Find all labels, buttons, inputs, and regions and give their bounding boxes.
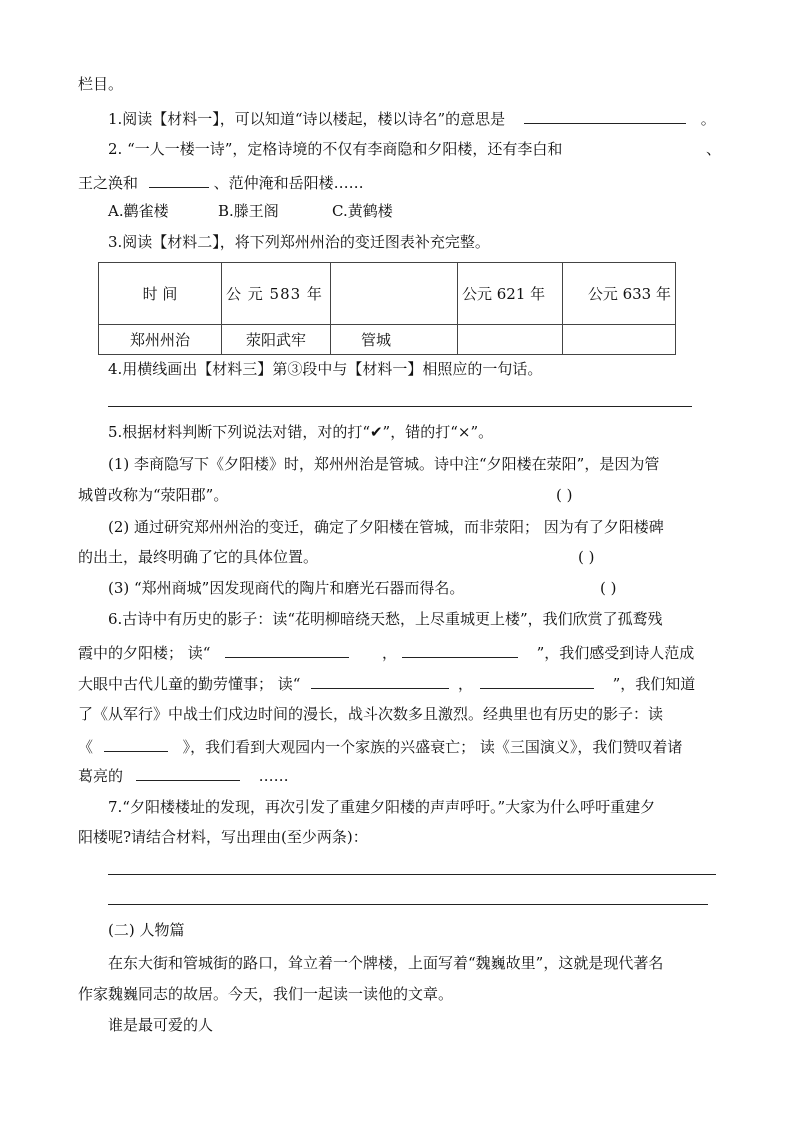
table-cell-empty[interactable]	[458, 325, 563, 355]
q6-text-e2: 》，我们看到大观园内一个家族的兴盛衰亡； 读《三国演义》，我们赞叹着诸	[182, 738, 683, 756]
q5-item-2-line2: 的出土，最终明确了它的具体位置。	[78, 548, 319, 566]
q6-text-b2: ，	[382, 644, 398, 662]
q6-text-f1: 葛亮的	[78, 767, 124, 785]
q6-text-b3: ”，我们感受到诗人范成	[536, 644, 695, 662]
q6-text-c1: 大眼中古代儿童的勤劳懂事； 读“	[78, 675, 301, 693]
question-2-text-b2: 、范仲淹和岳阳楼……	[213, 174, 364, 192]
answer-blank-q6-5[interactable]	[104, 735, 168, 752]
q5-item-2-line1: (2) 通过研究郑州州治的变迁，确定了夕阳楼在管城，而非荥阳； 因为有了夕阳楼碑	[108, 518, 664, 536]
question-6-line3	[78, 672, 695, 694]
question-7-line2: 阳楼呢?请结合材料，写出理由(至少两条)：	[78, 828, 368, 846]
question-4: 4.用横线画出【材料三】第③段中与【材料一】相照应的一句话。	[108, 360, 543, 378]
answer-line-q7-2[interactable]	[108, 904, 708, 905]
article-title: 谁是最可爱的人	[108, 1016, 214, 1034]
table-cell: 公元 633 年	[563, 263, 676, 325]
option-b: B.滕王阁	[218, 202, 279, 220]
question-2-line1	[108, 139, 562, 159]
paragraph-line1: 在东大街和管城街的路口，耸立着一个牌楼，上面写着“魏巍故里”，这就是现代著名	[108, 954, 664, 972]
q5-item-3-answer[interactable]: ( )	[600, 579, 617, 597]
question-1-text: 1.阅读【材料一】，可以知道“诗以楼起，楼以诗名”的意思是	[108, 110, 506, 128]
question-2-text: 2. “一人一楼一诗”，定格诗境的不仅有李商隐和夕阳楼，还有李白和	[108, 140, 563, 158]
q6-text-c2: ，	[458, 675, 474, 693]
table-cell-empty[interactable]	[331, 263, 458, 325]
question-1-end: 。	[700, 110, 716, 128]
q6-text-b1: 霞中的夕阳楼； 读“	[78, 644, 211, 662]
question-2-line2	[78, 171, 364, 193]
q5-item-2-answer[interactable]: ( )	[578, 548, 595, 566]
question-6-line5	[78, 735, 682, 757]
table-cell-empty[interactable]	[563, 325, 676, 355]
question-2-comma: 、	[706, 140, 722, 158]
question-6-line4: 了《从军行》中战士们戍边时间的漫长，战斗次数多且激烈。经典里也有历史的影子：读	[78, 705, 664, 723]
answer-line-q4[interactable]	[108, 406, 692, 407]
q6-text-e1: 《	[78, 738, 94, 756]
table-cell: 荥阳武牢	[222, 325, 331, 355]
q5-item-3: (3) “郑州商城”因发现商代的陶片和磨光石器而得名。	[108, 579, 465, 597]
answer-blank-q6-6[interactable]	[136, 764, 240, 781]
section-heading: (二) 人物篇	[108, 921, 185, 939]
table-cell: 时 间	[99, 263, 222, 325]
option-a: A.鹳雀楼	[108, 202, 169, 220]
paragraph-line2: 作家魏巍同志的故居。今天，我们一起读一读他的文章。	[78, 985, 454, 1003]
question-5: 5.根据材料判断下列说法对错，对的打“✔”，错的打“×”。	[108, 423, 494, 441]
table-row	[99, 263, 676, 325]
year-583: 公 元 583 年	[226, 284, 323, 303]
answer-blank-q2[interactable]	[149, 171, 209, 188]
option-c: C.黄鹤楼	[332, 202, 393, 220]
question-6-line6	[78, 764, 289, 786]
answer-blank-q6-2[interactable]	[402, 641, 518, 658]
question-6-line2	[78, 641, 694, 663]
line-intro-end: 栏目。	[78, 75, 124, 93]
answer-blank-q6-4[interactable]	[480, 672, 594, 689]
prefecture-seat-table	[98, 262, 676, 355]
table-row	[99, 325, 676, 355]
q6-text-f2: ……	[258, 767, 289, 785]
q6-text-c3: ”，我们知道	[612, 675, 696, 693]
table-cell	[222, 263, 331, 325]
question-3: 3.阅读【材料二】，将下列郑州州治的变迁图表补充完整。	[108, 233, 490, 251]
question-7-line1: 7.“夕阳楼楼址的发现，再次引发了重建夕阳楼的声声呼吁。”大家为什么呼吁重建夕	[108, 798, 656, 816]
answer-blank-q6-1[interactable]	[225, 641, 349, 658]
answer-line-q7-1[interactable]	[108, 874, 716, 875]
table-cell: 公元 621 年	[458, 263, 563, 325]
answer-blank-q6-3[interactable]	[311, 672, 449, 689]
q5-item-1-line1: (1) 李商隐写下《夕阳楼》时，郑州州治是管城。诗中注“夕阳楼在荥阳”，是因为管	[108, 455, 660, 473]
q5-item-1-answer[interactable]: ( )	[556, 486, 573, 504]
answer-blank-q1[interactable]	[524, 107, 686, 124]
table-cell: 郑州州治	[99, 325, 222, 355]
question-2-text-b1: 王之涣和	[78, 174, 139, 192]
question-1	[108, 107, 716, 129]
question-6-line1: 6.古诗中有历史的影子：读“花明柳暗绕天愁，上尽重城更上楼”，我们欣赏了孤鹜残	[108, 610, 663, 628]
q5-item-1-line2: 城曾改称为“荥阳郡”。	[78, 486, 229, 504]
table-cell: 管城	[331, 325, 458, 355]
